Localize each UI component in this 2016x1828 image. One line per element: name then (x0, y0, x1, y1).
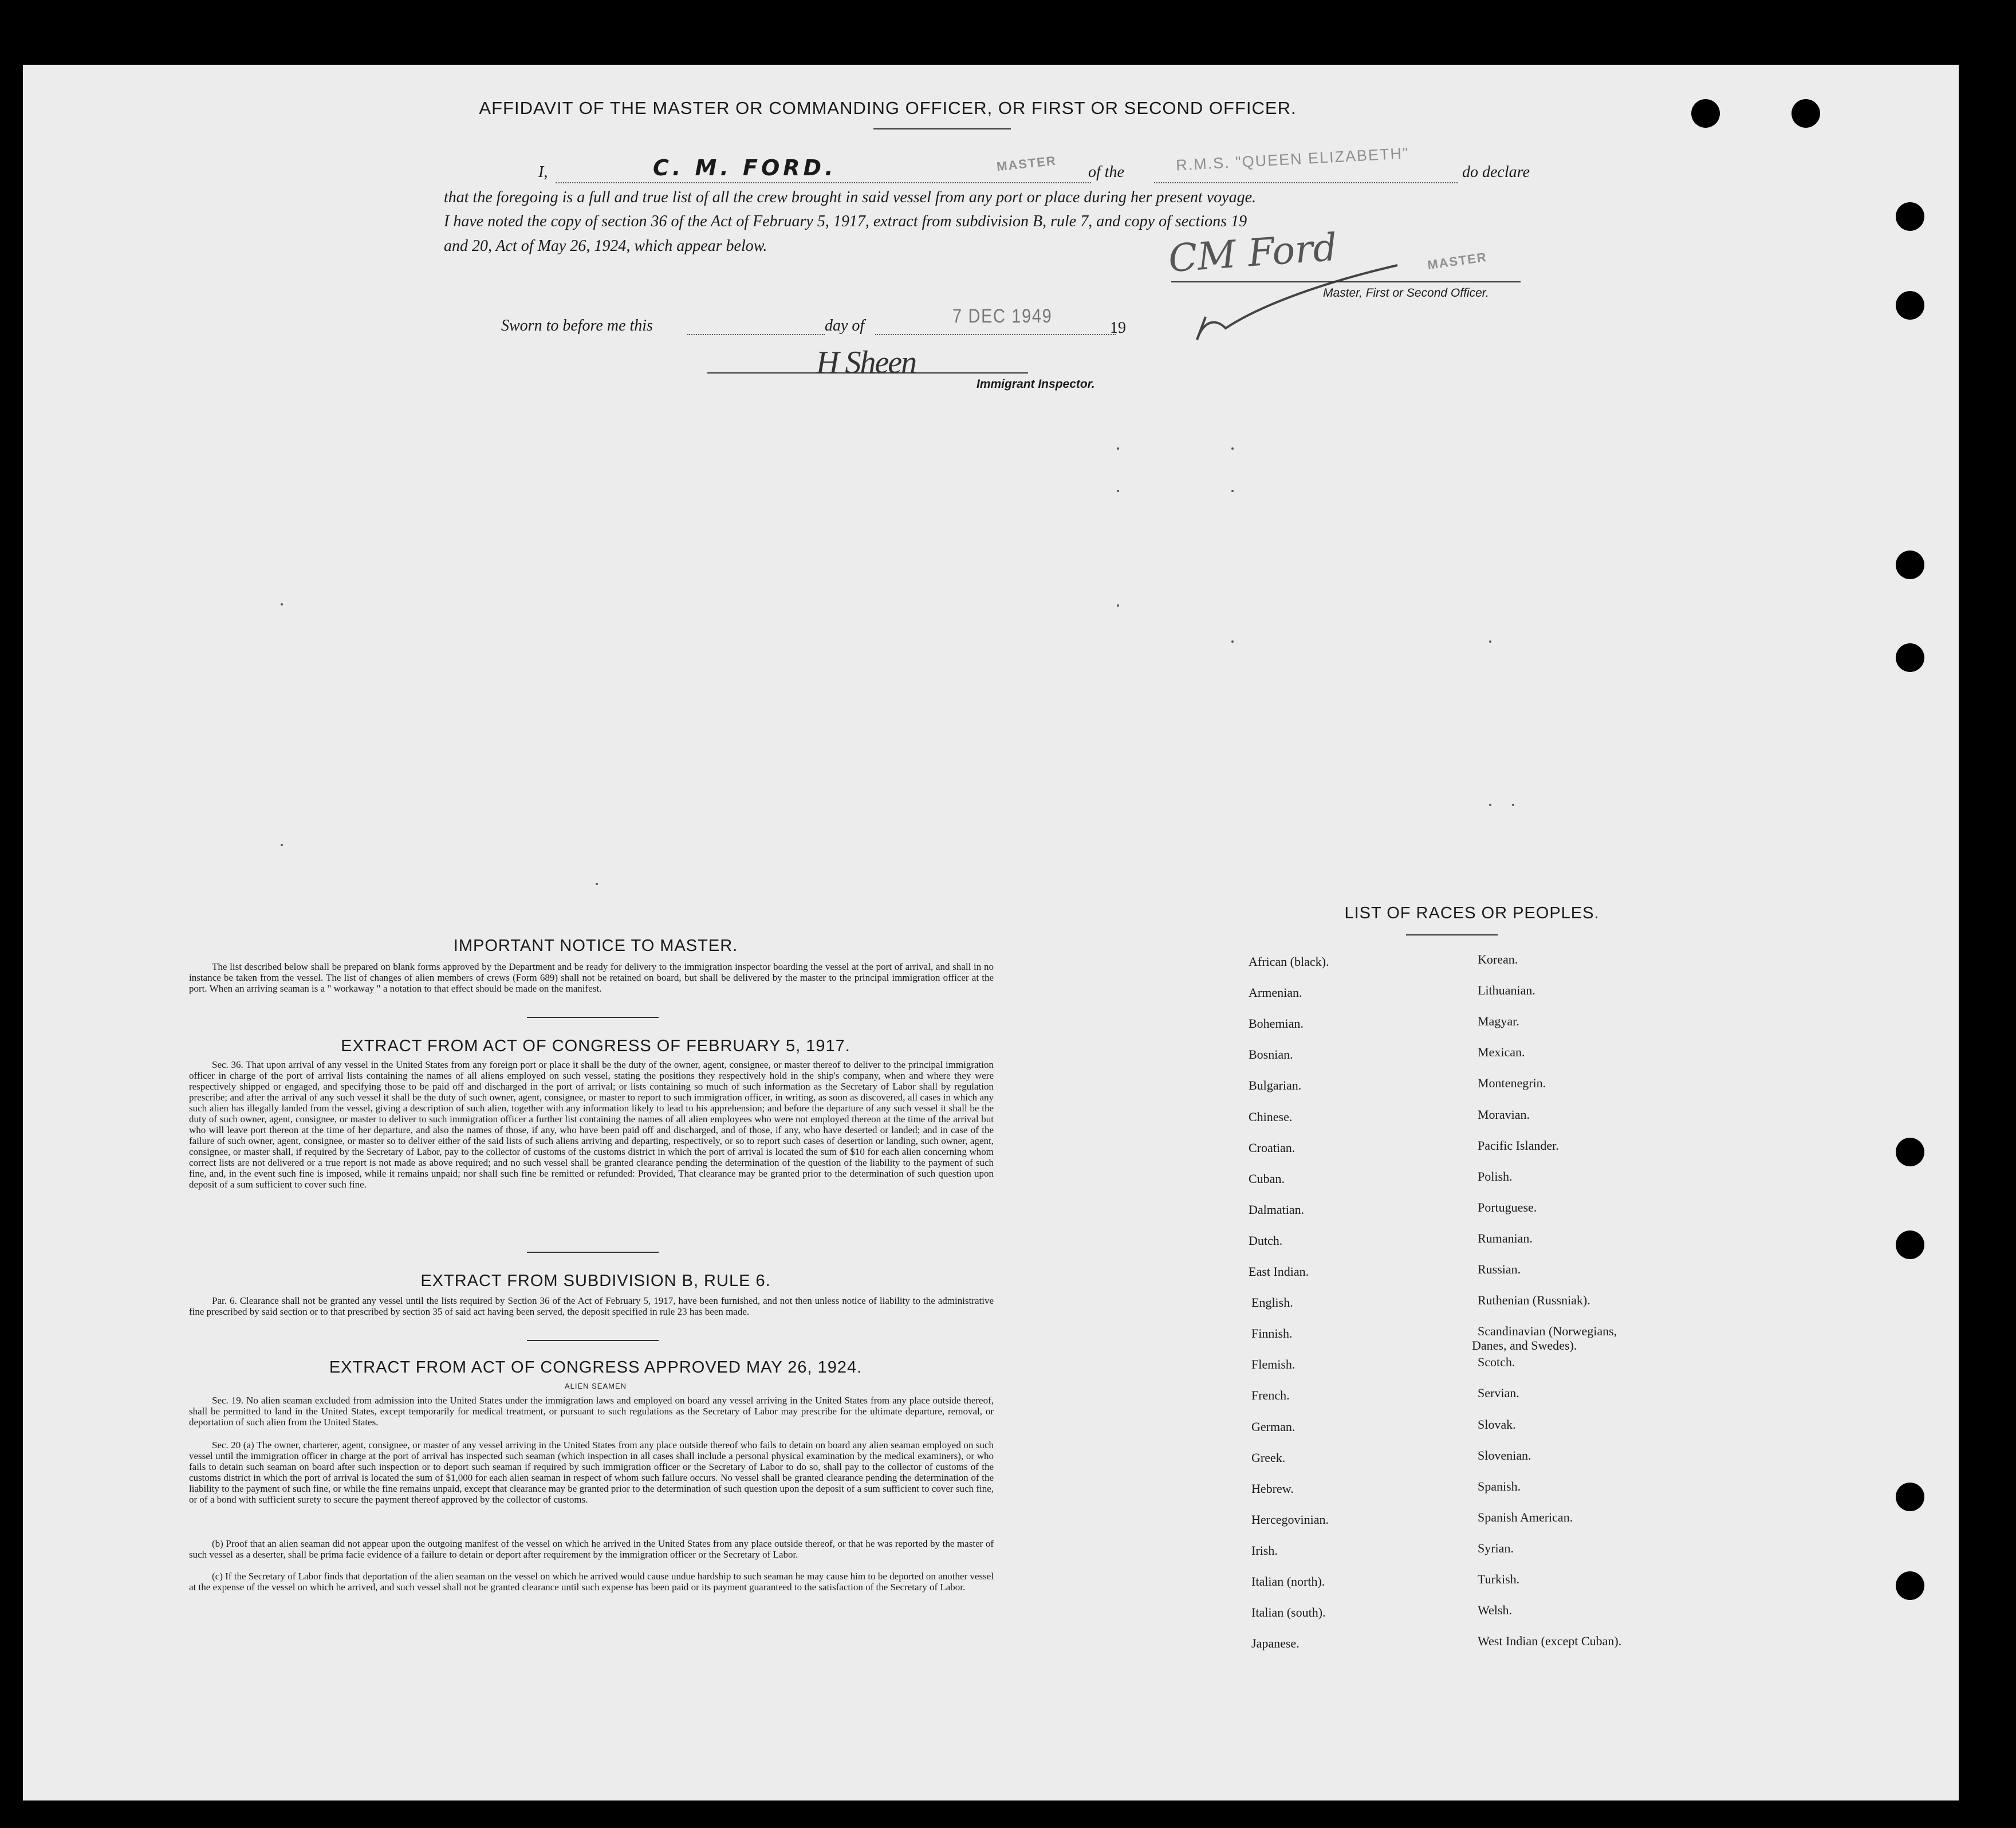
document-page (23, 65, 1959, 1801)
race-item: Bulgarian. (1249, 1078, 1302, 1093)
race-item: Finnish. (1251, 1326, 1293, 1341)
master-caption: Master, First or Second Officer. (1323, 286, 1489, 300)
name-line (556, 182, 1091, 183)
do-declare-label: do declare (1462, 163, 1530, 181)
sec-20c-body: (c) If the Secretary of Labor finds that deportation of the alien seaman on the vessel on which he arrived would cause undue hardship to such seaman he may cause him to be deported on another vessel at the expense of the vessel on which he arrived, and such vessel shall not be granted clearance until such expense has been paid or its payment guaranteed to the satisfaction of the Secretary of Labor. (189, 1571, 994, 1593)
year-prefix: 19 (1110, 319, 1126, 337)
guide-dot (1231, 447, 1234, 450)
declaration-line-4: and 20, Act of May 26, 1924, which appear below. (444, 237, 767, 255)
race-item: Italian (north). (1251, 1574, 1325, 1589)
title-underline (873, 128, 1011, 129)
guide-dot (281, 844, 283, 846)
punch-hole (1896, 1231, 1924, 1259)
race-item: German. (1251, 1419, 1296, 1434)
race-item: Bohemian. (1249, 1016, 1304, 1031)
punch-hole (1896, 1483, 1924, 1511)
master-signature: CM Ford (1167, 225, 1339, 281)
extract-1917-divider (527, 1252, 659, 1253)
race-item: Magyar. (1478, 1014, 1519, 1029)
race-item: English. (1251, 1295, 1293, 1310)
race-item: Welsh. (1478, 1603, 1512, 1618)
race-item: Dalmatian. (1249, 1202, 1305, 1217)
race-item: Portuguese. (1478, 1200, 1537, 1214)
race-item-continuation: Danes, and Swedes). (1472, 1338, 1577, 1353)
race-item: Bosnian. (1249, 1047, 1293, 1062)
extract-1924-title: EXTRACT FROM ACT OF CONGRESS APPROVED MAY 26, 1924. (329, 1358, 863, 1377)
sworn-text: Sworn to before me this (501, 317, 653, 335)
race-item: Scotch. (1478, 1355, 1515, 1370)
of-the-label: of the (1088, 163, 1124, 181)
signature-master-stamp: MASTER (1426, 249, 1489, 273)
notice-title: IMPORTANT NOTICE TO MASTER. (453, 937, 738, 955)
sworn-date-line (875, 334, 1116, 335)
subdivision-b-body: Par. 6. Clearance shall not be granted any vessel until the lists required by Section 36 of the Act of February 5, 1917, have been furnished, and not then unless notice of liability to the administrative fine prescribed by said section or to that prescribed by section 35 of said act having been served, the deposit specified in rule 23 has been made. (189, 1295, 994, 1317)
day-of-label: day of (825, 317, 865, 335)
punch-hole (1896, 1571, 1924, 1600)
race-item: Flemish. (1251, 1357, 1296, 1372)
race-item: Hercegovinian. (1251, 1512, 1329, 1527)
race-item: Spanish. (1478, 1479, 1521, 1493)
guide-dot (1231, 640, 1234, 643)
punch-hole (1691, 99, 1720, 128)
race-item: Polish. (1478, 1169, 1513, 1184)
race-item: Pacific Islander. (1478, 1138, 1559, 1153)
race-item: Croatian. (1249, 1140, 1296, 1155)
master-stamp: MASTER (995, 153, 1057, 174)
race-item: Korean. (1478, 952, 1518, 966)
race-item: Chinese. (1249, 1109, 1293, 1124)
date-stamp: 7 DEC 1949 (952, 305, 1053, 327)
race-item: Cuban. (1249, 1171, 1285, 1186)
race-item: Japanese. (1251, 1636, 1300, 1651)
sec-20b-body: (b) Proof that an alien seaman did not appear upon the outgoing manifest of the vessel on which he arrived in the United States from any place outside thereof, or that he was reported by the master of such vessel as a deserter, shall be prima facie evidence of a failure to detain or deport after requirement by the immigration officer or the Secretary of Labor. (189, 1538, 994, 1560)
punch-hole (1896, 551, 1924, 579)
race-item: Turkish. (1478, 1572, 1520, 1586)
extract-1917-title: EXTRACT FROM ACT OF CONGRESS OF FEBRUARY 5, 1917. (341, 1037, 850, 1055)
race-item: Rumanian. (1478, 1231, 1533, 1245)
affidavit-title: AFFIDAVIT OF THE MASTER OR COMMANDING OFFICER, OR FIRST OR SECOND OFFICER. (479, 98, 1297, 118)
punch-hole (1896, 291, 1924, 320)
race-item: Italian (south). (1251, 1605, 1326, 1620)
race-item: African (black). (1249, 954, 1329, 969)
race-item: Moravian. (1478, 1107, 1530, 1122)
race-item: Armenian. (1249, 985, 1302, 1000)
sworn-day-line (687, 334, 825, 335)
guide-dot (1489, 804, 1491, 806)
race-item: Hebrew. (1251, 1481, 1294, 1496)
race-item: French. (1251, 1388, 1290, 1403)
master-name-handwritten: C. M. FORD. (653, 155, 837, 180)
guide-dot (596, 883, 598, 885)
race-item: Lithuanian. (1478, 983, 1535, 998)
race-item: Montenegrin. (1478, 1076, 1546, 1091)
guide-dot (1117, 604, 1119, 607)
inspector-caption: Immigrant Inspector. (976, 378, 1095, 391)
guide-dot (1512, 804, 1514, 806)
extract-1917-body: Sec. 36. That upon arrival of any vessel in the United States from any foreign port or place it shall be the duty of the owner, agent, consignee, or master thereof to deliver to the principal immigration officer in charge of the port of arrival lists containing the names of all aliens employed on such vessel, stating the positions they respectively hold in the ship's company, when and where they were respectively shipped or engaged, and specifying those to be paid off and discharged in the port of arrival; or lists containing so much of such information as the Secretary of Labor shall by regulation prescribe; and after the arrival of any such vessel it shall be the duty of such owner, agent, consignee, or master to report to such immigration officer, in writing, as soon as discovered, all cases in which any such alien has illegally landed from the vessel, giving a description of such alien, together with any information likely to lead to his apprehension; and before the departure of any such vessel it shall be the duty of such owner, agent, consignee, or master to deliver to such immigration officer a further list containing the names of all alien employees who were not employed thereon at the time of the arrival but who will leave port thereon at the time of her departure, and also the names of those, if any, who have been paid off and discharged, and of those, if any, who have deserted or landed; and in case of the failure of such owner, agent, consignee, or master so to deliver either of the said lists of such aliens arriving and departing, respectively, or so to report such cases of desertion or landing, such owner, agent, consignee, or master shall, if required by the Secretary of Labor, pay to the collector of customs of the customs district in which the port of arrival is located the sum of $10 for each alien concerning whom correct lists are not delivered or a true report is not made as above required; and no such vessel shall be granted clearance pending the determination of the question of the liability to the payment of such fine, and, in the event such fine is imposed, while it remains unpaid; nor shall such fine be remitted or refunded: Provided, That clearance may be granted prior to the determination of such question upon deposit of a sum sufficient to cover such fine. (189, 1059, 994, 1190)
guide-dot (1117, 490, 1119, 492)
races-divider (1406, 934, 1498, 935)
race-item: Russian. (1478, 1262, 1521, 1276)
notice-divider (527, 1017, 659, 1018)
sec-20a-body: Sec. 20 (a) The owner, charterer, agent, consignee, or master of any vessel arriving in the United States from any place outside thereof who fails to detain on board any alien seaman employed on such vessel until the immigration officer in charge at the port of arrival has inspected such seaman (which inspection in all cases shall include a personal physical examination by the medical examiners), or who fails to detain such seaman on board after such inspection or to deport such seaman if required by such immigration officer or the Secretary of Labor to do so, shall pay to the collector of customs of the customs district in which the port of arrival is located the sum of $1,000 for each alien seaman in respect of whom such failure occurs. No vessel shall be granted clearance pending the determination of the liability to the payment of such fine, or while the fine remains unpaid, except that clearance may be granted prior to the determination of such question upon the deposit of a sum sufficient to cover such fine, or of a bond with sufficient surety to secure the payment thereof approved by the collector of customs. (189, 1440, 994, 1505)
sec-19-body: Sec. 19. No alien seaman excluded from admission into the United States under the immigration laws and employed on board any vessel arriving in the United States from any place outside thereof, shall be permitted to land in the United States, except temporarily for medical treatment, or pursuant to such regulations as the Secretary of Labor may prescribe for the ultimate departure, removal, or deportation of such alien from the United States. (189, 1395, 994, 1428)
race-item: Syrian. (1478, 1540, 1514, 1555)
race-item: Slovak. (1478, 1417, 1516, 1432)
punch-hole (1896, 202, 1924, 231)
punch-hole (1896, 1138, 1924, 1166)
subdivision-b-divider (527, 1340, 659, 1341)
race-item: Irish. (1251, 1543, 1278, 1558)
race-item: Dutch. (1249, 1233, 1283, 1248)
race-item: Servian. (1478, 1386, 1519, 1401)
race-item: West Indian (except Cuban). (1478, 1634, 1622, 1649)
inspector-signature: H Sheen (816, 345, 916, 380)
races-title: LIST OF RACES OR PEOPLES. (1344, 904, 1600, 922)
declaration-line-3: I have noted the copy of section 36 of the Act of February 5, 1917, extract from subdivision B, rule 7, and copy of sections 19 (444, 213, 1247, 230)
alien-seamen-subtitle: ALIEN SEAMEN (564, 1382, 627, 1390)
guide-dot (1231, 490, 1234, 492)
race-item: Mexican. (1478, 1045, 1525, 1060)
guide-dot (1117, 447, 1119, 450)
punch-hole (1896, 643, 1924, 672)
vessel-stamp: R.M.S. "QUEEN ELIZABETH" (1175, 144, 1410, 174)
punch-hole (1791, 99, 1820, 128)
guide-dot (281, 603, 283, 606)
subdivision-b-title: EXTRACT FROM SUBDIVISION B, RULE 6. (420, 1272, 771, 1290)
race-item: Scandinavian (Norwegians, (1478, 1324, 1617, 1339)
race-item: Spanish American. (1478, 1509, 1573, 1524)
race-item: Ruthenian (Russniak). (1478, 1293, 1590, 1308)
race-item: East Indian. (1249, 1264, 1309, 1279)
race-item: Greek. (1251, 1450, 1286, 1465)
guide-dot (1489, 640, 1491, 643)
i-label: I, (538, 163, 548, 181)
signature-line (1171, 281, 1521, 282)
declaration-line-2: that the foregoing is a full and true list of all the crew brought in said vessel from any port or place during her present voyage. (444, 188, 1257, 206)
race-item: Slovenian. (1478, 1448, 1531, 1463)
vessel-line (1154, 182, 1458, 183)
notice-body: The list described below shall be prepared on blank forms approved by the Department and be ready for delivery to the immigration inspector boarding the vessel at the port of arrival, and shall in no instance be taken from the vessel. The list of changes of alien members of crews (Form 689) shall not be retained on board, but shall be delivered by the master to the principal immigration officer at the port. When an arriving seaman is a " workaway " a notation to that effect should be made on the manifest. (189, 961, 994, 994)
